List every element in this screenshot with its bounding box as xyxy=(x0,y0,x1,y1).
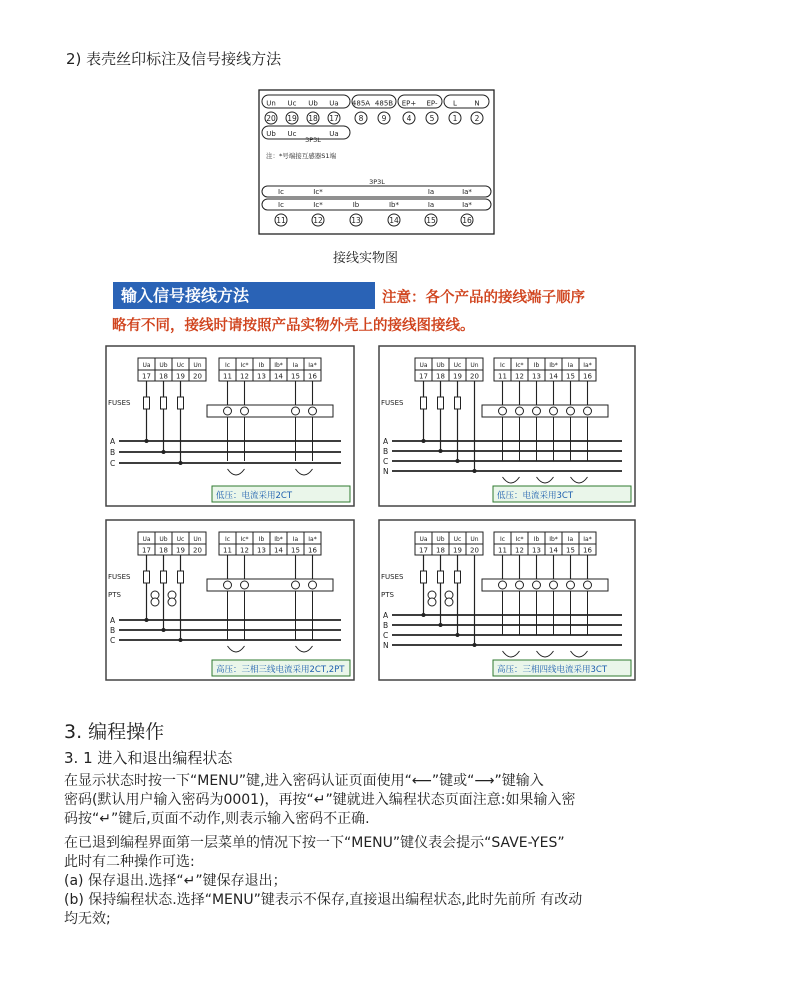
ct-terminal-screw xyxy=(516,581,524,589)
current-terminal-number: 12 xyxy=(240,546,249,555)
wire-junction xyxy=(456,459,460,463)
paragraph-line-3: 码按“↵”键后,页面不动作,则表示输入密码不正确. xyxy=(64,811,370,827)
voltage-terminal-label: Ub xyxy=(159,362,168,369)
diagram-caption: 高压：三相三线电流采用2CT,2PT xyxy=(216,665,345,675)
ct-terminal-screw xyxy=(224,407,232,415)
paragraph-line-7: (b) 保持编程状态.选择“MENU”键表示不保存,直接退出编程状态,此时先前所 有改动 xyxy=(64,892,583,908)
phase-label: C xyxy=(383,631,389,640)
voltage-terminal-label: Ub xyxy=(159,536,168,543)
ct-terminal-number: 11 xyxy=(276,216,286,225)
wire-junction xyxy=(439,623,443,627)
ct-terminal-screw xyxy=(584,581,592,589)
fuse-symbol xyxy=(438,397,444,409)
terminal-number: 20 xyxy=(266,114,276,123)
fuse-symbol xyxy=(455,571,461,583)
current-terminal-label: Ic* xyxy=(240,536,249,543)
phase-label: C xyxy=(110,636,116,645)
current-terminal-label: Ic* xyxy=(240,362,249,369)
ct-terminal-number: 15 xyxy=(426,216,436,225)
terminal-label: EP+ xyxy=(401,99,417,108)
ct-terminal-screw xyxy=(309,407,317,415)
wire-junction xyxy=(145,439,149,443)
current-terminal-label: Ia xyxy=(292,362,299,369)
voltage-terminal-number: 19 xyxy=(453,372,462,381)
wiring-diagram-3 xyxy=(105,519,355,681)
ct-terminal-label: Ia* xyxy=(462,188,472,196)
banner-title: 输入信号接线方法 xyxy=(113,282,375,309)
phase-label: N xyxy=(383,641,389,650)
wire-junction xyxy=(439,449,443,453)
current-terminal-label: Ic xyxy=(224,536,231,543)
current-terminal-number: 12 xyxy=(515,546,524,555)
voltage-terminal-label: Ua xyxy=(142,362,151,369)
terminal-number: 8 xyxy=(358,114,364,123)
ct-terminal-screw xyxy=(533,407,541,415)
ct-terminal-label: Ib xyxy=(352,201,360,209)
terminal-number: 4 xyxy=(406,114,412,123)
phase-label: C xyxy=(110,459,116,468)
wire-junction xyxy=(162,450,166,454)
terminal-label: Ua xyxy=(329,99,339,108)
fuses-label: FUSES xyxy=(381,573,404,581)
fuses-label: FUSES xyxy=(108,399,131,407)
terminal-number: 9 xyxy=(381,114,387,123)
wiring-diagram-2 xyxy=(378,345,636,507)
pts-label: PTS xyxy=(381,591,394,599)
voltage-terminal-number: 19 xyxy=(176,546,185,555)
ct-terminal-label: Ia xyxy=(427,201,435,209)
current-terminal-label: Ib* xyxy=(549,362,558,369)
ct-terminal-screw xyxy=(241,581,249,589)
current-terminal-number: 14 xyxy=(549,546,558,555)
wire-junction xyxy=(456,633,460,637)
current-terminal-number: 11 xyxy=(498,546,507,555)
voltage-terminal-number: 19 xyxy=(176,372,185,381)
voltage-terminal-label: Un xyxy=(193,536,202,543)
ct-terminal-screw xyxy=(550,581,558,589)
ct-terminal-screw xyxy=(499,581,507,589)
paragraph-line-6: (a) 保存退出.选择“↵”键保存退出； xyxy=(64,873,287,889)
ct-wiring-tag: 3P3L xyxy=(369,178,385,186)
wire-junction xyxy=(422,439,426,443)
phase-label: B xyxy=(110,626,116,635)
voltage-terminal-label: Uc xyxy=(453,536,462,543)
wire-junction xyxy=(179,461,183,465)
terminal-label: Uc xyxy=(287,99,297,108)
ct-terminal-screw xyxy=(533,581,541,589)
diagram-caption: 高压：三相四线电流采用3CT xyxy=(497,665,608,675)
voltage-terminal-label: Ua xyxy=(419,536,428,543)
ct-note: 注：*号端接互感器S1端 xyxy=(266,152,337,160)
phase-label: B xyxy=(383,621,389,630)
section-3-1-title: 3. 1 进入和退出编程状态 xyxy=(64,749,233,767)
terminal-number: 17 xyxy=(329,114,339,123)
current-terminal-label: Ib xyxy=(258,362,265,369)
current-terminal-number: 14 xyxy=(274,546,283,555)
voltage-terminal-number: 18 xyxy=(159,372,168,381)
voltage-terminal-number: 20 xyxy=(470,546,479,555)
terminal-number: 19 xyxy=(287,114,297,123)
current-terminal-label: Ib xyxy=(533,362,540,369)
paragraph-line-4: 在已退到编程界面第一层菜单的情况下按一下“MENU”键仪表会提示“SAVE-YES” xyxy=(64,835,565,851)
phase-label: A xyxy=(110,616,116,625)
fuse-symbol xyxy=(178,571,184,583)
fuse-symbol xyxy=(421,397,427,409)
voltage-terminal-number: 18 xyxy=(159,546,168,555)
wiring-diagram-4 xyxy=(378,519,636,681)
ct-terminal-label: Ia xyxy=(427,188,435,196)
voltage-terminal-number: 18 xyxy=(436,546,445,555)
current-terminal-label: Ib* xyxy=(549,536,558,543)
wire-junction xyxy=(145,618,149,622)
fuses-label: FUSES xyxy=(381,399,404,407)
paragraph-line-1: 在显示状态时按一下“MENU”键,进入密码认证页面使用“⟵”键或“⟶”键输入 xyxy=(64,773,544,789)
ct-terminal-number: 13 xyxy=(351,216,361,225)
ct-terminal-label: Ic* xyxy=(313,201,323,209)
phase-label: A xyxy=(110,437,116,446)
ct-terminal-label: Ic xyxy=(278,188,284,196)
ct-terminal-screw xyxy=(224,581,232,589)
voltage-terminal-label: Ub xyxy=(436,362,445,369)
ct-terminal-label: Ia* xyxy=(462,201,472,209)
voltage-terminal-number: 19 xyxy=(453,546,462,555)
voltage-terminal-label: Uc xyxy=(176,536,185,543)
phase-label: B xyxy=(383,447,389,456)
ct-terminal-screw xyxy=(499,407,507,415)
ct-terminal-number: 16 xyxy=(462,216,472,225)
ct-terminal-screw xyxy=(567,407,575,415)
current-terminal-number: 12 xyxy=(240,372,249,381)
current-terminal-number: 16 xyxy=(308,372,317,381)
ct-terminal-number: 12 xyxy=(313,216,323,225)
diagram-caption: 低压：电流采用2CT xyxy=(216,491,293,501)
voltage-terminal-label: Un xyxy=(470,536,479,543)
ct-terminal-screw xyxy=(292,407,300,415)
paragraph-line-5: 此时有二种操作可选: xyxy=(64,854,195,870)
ct-terminal-screw xyxy=(550,407,558,415)
fuse-symbol xyxy=(178,397,184,409)
current-terminal-label: Ia* xyxy=(308,362,317,369)
pts-label: PTS xyxy=(108,591,121,599)
current-terminal-number: 15 xyxy=(566,372,575,381)
ct-terminal-screw xyxy=(567,581,575,589)
phase-label: N xyxy=(383,467,389,476)
ct-terminal-screw xyxy=(309,581,317,589)
pt-coil xyxy=(445,598,453,606)
voltage-terminal-number: 17 xyxy=(142,372,151,381)
pt-coil xyxy=(151,598,159,606)
pt-coil xyxy=(168,598,176,606)
current-terminal-number: 11 xyxy=(498,372,507,381)
ct-terminal-screw xyxy=(292,581,300,589)
current-terminal-number: 11 xyxy=(223,372,232,381)
terminal-label: Ub xyxy=(266,130,276,138)
fuse-symbol xyxy=(144,397,150,409)
fuse-symbol xyxy=(161,397,167,409)
current-terminal-label: Ia xyxy=(567,362,574,369)
terminal-number: 18 xyxy=(308,114,318,123)
voltage-terminal-number: 20 xyxy=(470,372,479,381)
voltage-terminal-label: Un xyxy=(470,362,479,369)
current-terminal-label: Ia* xyxy=(583,536,592,543)
current-terminal-number: 15 xyxy=(566,546,575,555)
fuse-symbol xyxy=(144,571,150,583)
wire-junction xyxy=(179,638,183,642)
voltage-terminal-number: 17 xyxy=(419,546,428,555)
current-terminal-label: Ia xyxy=(292,536,299,543)
current-terminal-number: 12 xyxy=(515,372,524,381)
terminal-label: L xyxy=(453,99,457,108)
banner-note-line1: 注意：各个产品的接线端子顺序 xyxy=(382,290,585,306)
section-2-title: 2) 表壳丝印标注及信号接线方法 xyxy=(66,50,282,68)
ct-terminal-label: Ib* xyxy=(388,201,400,209)
ct-terminal-screw xyxy=(241,407,249,415)
voltage-terminal-number: 20 xyxy=(193,372,202,381)
current-terminal-label: Ic xyxy=(499,362,506,369)
pt-coil xyxy=(428,598,436,606)
current-terminal-label: Ib xyxy=(258,536,265,543)
current-terminal-number: 13 xyxy=(532,546,541,555)
voltage-terminal-label: Uc xyxy=(176,362,185,369)
current-terminal-number: 15 xyxy=(291,372,300,381)
voltage-terminal-label: Un xyxy=(193,362,202,369)
current-terminal-label: Ia* xyxy=(308,536,317,543)
current-terminal-number: 15 xyxy=(291,546,300,555)
current-terminal-label: Ic* xyxy=(515,536,524,543)
diagram-caption: 低压：电流采用3CT xyxy=(497,491,574,501)
banner-note-line2: 略有不同，接线时请按照产品实物外壳上的接线图接线。 xyxy=(112,318,475,334)
ct-terminal-screw xyxy=(516,407,524,415)
voltage-terminal-label: Uc xyxy=(453,362,462,369)
terminal-label: N xyxy=(474,99,480,108)
current-terminal-number: 14 xyxy=(549,372,558,381)
phase-label: A xyxy=(383,437,389,446)
fuse-symbol xyxy=(421,571,427,583)
label-panel-frame xyxy=(259,90,494,234)
paragraph-line-2: 密码(默认用户输入密码为0001)，再按“↵”键就进入编程状态页面注意:如果输入密 xyxy=(64,792,576,808)
phase-label: C xyxy=(383,457,389,466)
terminal-label: Un xyxy=(266,99,276,108)
label-panel-caption: 接线实物图 xyxy=(333,251,399,266)
current-terminal-label: Ib xyxy=(533,536,540,543)
terminal-number: 2 xyxy=(474,114,480,123)
current-terminal-number: 14 xyxy=(274,372,283,381)
terminal-number: 5 xyxy=(429,114,435,123)
terminal-label-panel xyxy=(257,88,497,236)
ct-terminal-number: 14 xyxy=(389,216,399,225)
terminal-label: Ub xyxy=(308,99,318,108)
fuse-symbol xyxy=(438,571,444,583)
wire-junction xyxy=(473,469,477,473)
fuses-label: FUSES xyxy=(108,573,131,581)
wiring-diagram-1 xyxy=(105,345,355,507)
current-terminal-label: Ic xyxy=(224,362,231,369)
current-terminal-number: 16 xyxy=(583,546,592,555)
terminal-label: 485B xyxy=(374,99,394,108)
current-terminal-number: 11 xyxy=(223,546,232,555)
wire-junction xyxy=(473,643,477,647)
terminal-label: EP- xyxy=(426,99,438,108)
voltage-terminal-label: Ua xyxy=(419,362,428,369)
current-terminal-label: Ib* xyxy=(274,536,283,543)
ct-terminal-label: Ic* xyxy=(313,188,323,196)
current-terminal-number: 16 xyxy=(583,372,592,381)
terminal-number: 1 xyxy=(452,114,458,123)
current-terminal-number: 13 xyxy=(532,372,541,381)
current-terminal-label: Ia xyxy=(567,536,574,543)
current-terminal-number: 13 xyxy=(257,546,266,555)
current-terminal-label: Ia* xyxy=(583,362,592,369)
current-terminal-label: Ib* xyxy=(274,362,283,369)
phase-label: A xyxy=(383,611,389,620)
phase-label: B xyxy=(110,448,116,457)
current-terminal-label: Ic xyxy=(499,536,506,543)
wire-junction xyxy=(422,613,426,617)
fuse-symbol xyxy=(161,571,167,583)
terminal-label: Ua xyxy=(329,130,339,138)
terminal-label: 485A xyxy=(351,99,371,108)
current-terminal-number: 13 xyxy=(257,372,266,381)
voltage-terminal-number: 18 xyxy=(436,372,445,381)
voltage-terminal-number: 20 xyxy=(193,546,202,555)
ct-terminal-label: Ic xyxy=(278,201,284,209)
ct-terminal-screw xyxy=(584,407,592,415)
section-3-title: 3. 编程操作 xyxy=(64,721,165,743)
voltage-terminal-number: 17 xyxy=(419,372,428,381)
current-terminal-label: Ic* xyxy=(515,362,524,369)
voltage-terminal-number: 17 xyxy=(142,546,151,555)
voltage-terminal-label: Ua xyxy=(142,536,151,543)
paragraph-line-8: 均无效; xyxy=(64,911,111,927)
wire-junction xyxy=(162,628,166,632)
current-terminal-number: 16 xyxy=(308,546,317,555)
voltage-terminal-label: Ub xyxy=(436,536,445,543)
fuse-symbol xyxy=(455,397,461,409)
wiring-type-tag: 3P3L xyxy=(305,136,321,144)
terminal-label: Uc xyxy=(287,130,297,138)
